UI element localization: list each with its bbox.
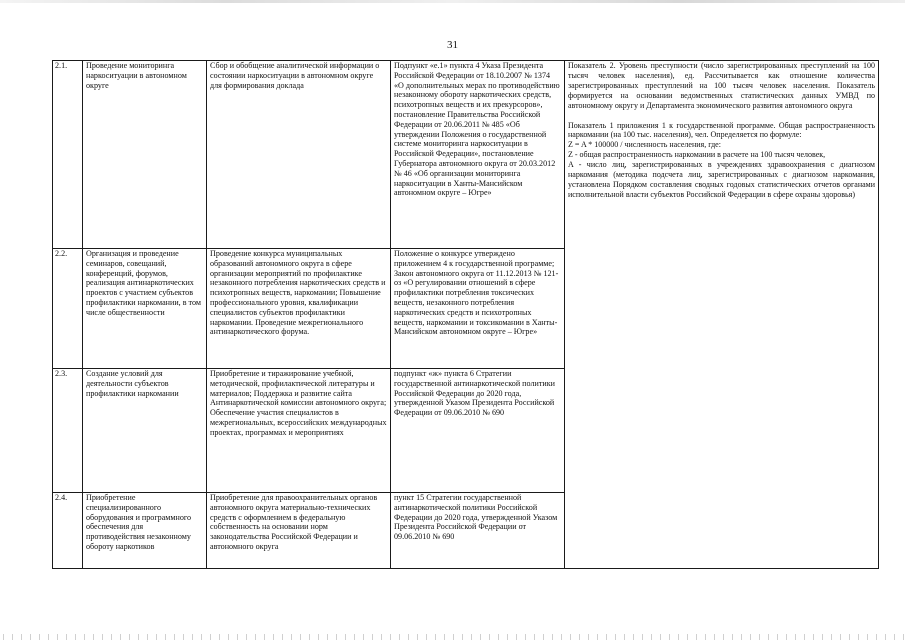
row-number: 2.3. <box>53 369 83 493</box>
scan-edge-top <box>0 0 905 3</box>
basis-cell: пункт 15 Стратегии государственной антинаркотической политики Российской Федерации до 2020 года, утвержденной Указом Президента Российской Федерации от 09.06.2010 № 690 <box>391 493 565 569</box>
indicator-paragraph: Показатель 2. Уровень преступности (число зарегистрированных преступлений на 100 тысяч человек населения), ед. Рассчитывается как отношение количества зарегистрированных преступлений на 100 тысяч человек населения. Показатель формируется на основании ведомственных статистических данных УМВД по автономному округу и Департамента экономического развития автономного округа <box>568 61 875 110</box>
program-table <box>52 60 879 569</box>
content-cell: Сбор и обобщение аналитической информации о состоянии наркоситуации в автономном округе для формирования доклада <box>207 61 391 249</box>
activity-cell: Создание условий для деятельности субъектов профилактики наркомании <box>83 369 207 493</box>
activity-cell: Приобретение специализированного оборудования и программного обеспечения для противодействия незаконному обороту наркотиков <box>83 493 207 569</box>
row-number: 2.2. <box>53 249 83 369</box>
row-number: 2.1. <box>53 61 83 249</box>
indicator-formula: Z = A * 100000 / численность населения, где: <box>568 140 721 150</box>
indicator-paragraph: A - число лиц, зарегистрированных в учреждениях здравоохранения с диагнозом наркомания (методика подсчета лиц, зарегистрированных с диагнозом наркомания, установлена Порядком составления сводных годовых статистических отчетов органами исполнительной власти субъектов Российской Федерации в сфере охраны здоровья) <box>568 160 875 199</box>
row-number: 2.4. <box>53 493 83 569</box>
content-cell: Приобретение и тиражирование учебной, методической, профилактической литературы и материалов; Поддержка и развитие сайта Антинаркотической комиссии автономного округа; Обеспечение участия специалистов в межрегиональных, всероссийских международных проектах, программах и мероприятиях <box>207 369 391 493</box>
content-cell: Приобретение для правоохранительных органов автономного округа материально-технических средств с оформлением в федеральную собственность на основании норм законодательства Российской Федерации и автономного округа <box>207 493 391 569</box>
basis-cell: подпункт «ж» пункта 6 Стратегии государственной антинаркотической политики Российской Федерации до 2020 года, утвержденной Указом Президента Российской Федерации от 09.06.2010 № 690 <box>391 369 565 493</box>
scan-edge-bottom <box>0 634 905 640</box>
page-number: 31 <box>447 39 458 51</box>
indicator-paragraph: Z - общая распространенность наркомании в расчете на 100 тысяч человек, <box>568 150 826 160</box>
indicator-paragraph: Показатель 1 приложения 1 к государственной программе. Общая распространенность наркомании (на 100 тыс. населения), чел. Определяется по формуле: <box>568 120 875 140</box>
activity-cell: Проведение мониторинга наркоситуации в автономном округе <box>83 61 207 249</box>
content-cell: Проведение конкурса муниципальных образований автономного округа в сфере организации мероприятий по профилактике незаконного потребления наркотических средств и психотропных веществ, наркомании; Повышение профессионального уровня, квалификации специалистов субъектов профилактики наркомании. Проведение межрегионального антинаркотического форума. <box>207 249 391 369</box>
basis-cell: Подпункт «е.1» пункта 4 Указа Президента Российской Федерации от 18.10.2007 № 1374 «О дополнительных мерах по противодействию незаконному обороту наркотических средств, психотропных веществ и их прекурсоров», постановление Правительства Российской Федерации от 20.06.2011 № 485 «Об утверждении Положения о государственной системе мониторинга наркоситуации в Российской Федерации», постановление Губернатора автономного округа от 20.03.2012 № 46 «Об организации мониторинга наркоситуации в Ханты-Мансийском автономном округе – Югре» <box>391 61 565 249</box>
table-row <box>53 61 879 249</box>
activity-cell: Организация и проведение семинаров, совещаний, конференций, форумов, реализация антинаркотических проектов с участием субъектов профилактики наркомании, в том числе общественности <box>83 249 207 369</box>
basis-cell: Положение о конкурсе утверждено приложением 4 к государственной программе; Закон автономного округа от 11.12.2013 № 121-оз «О регулировании отношений в сфере профилактики потребления токсических веществ, незаконного потребления наркотических средств и психотропных веществ, наркомании и токсикомании в Ханты-Мансийском автономном округе – Югре» <box>391 249 565 369</box>
indicator-cell <box>565 61 879 569</box>
